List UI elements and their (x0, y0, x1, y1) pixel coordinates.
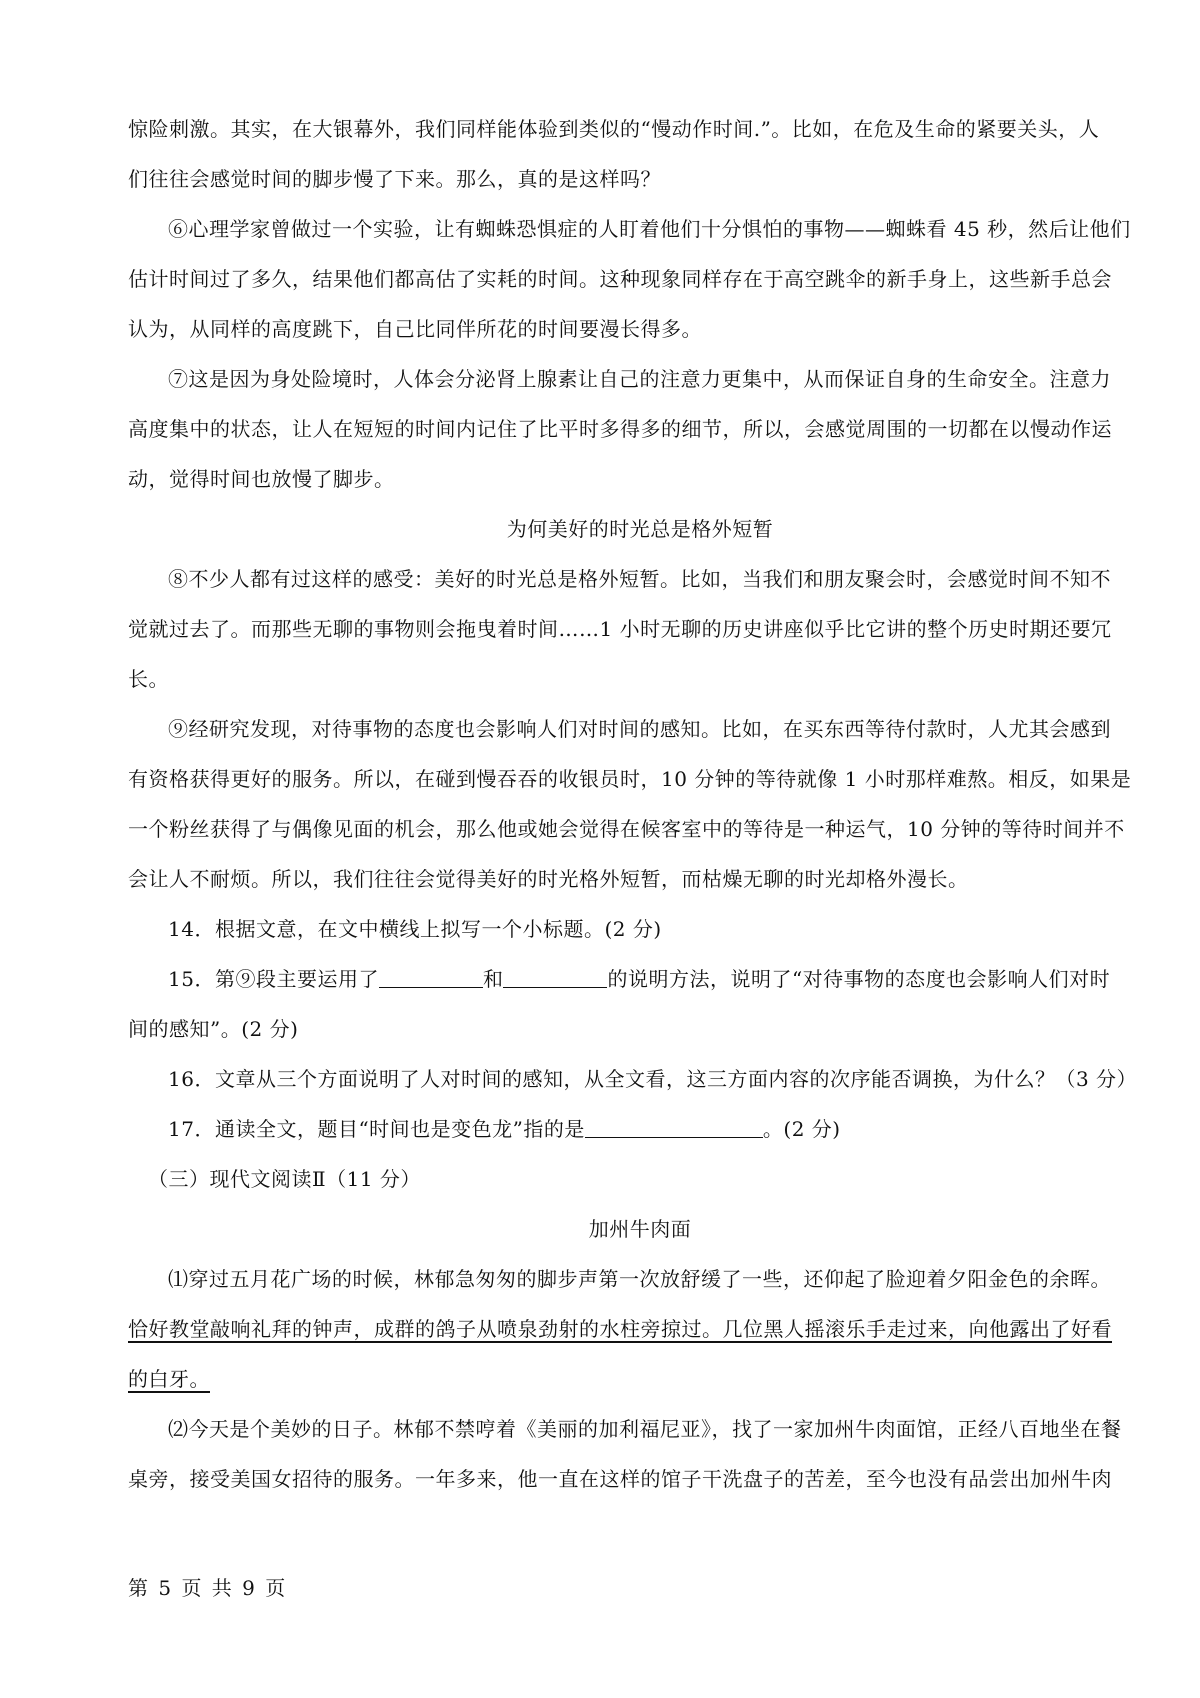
answer-blank-1[interactable] (379, 967, 483, 988)
question-16: 16．文章从三个方面说明了人对时间的感知，从全文看，这三方面内容的次序能否调换，为什么？（3 分） (168, 1067, 1138, 1091)
question-15-cont: 间的感知”。(2 分) (128, 1017, 299, 1041)
paragraph-8-cont: 长。 (128, 667, 169, 691)
paragraph-8-cont: 觉就过去了。而那些无聊的事物则会拖曳着时间……1 小时无聊的历史讲座似乎比它讲的整个历史时期还要冗 (128, 617, 1112, 641)
document-page (128, 104, 1152, 1504)
question-15-part-3: 的说明方法，说明了“对待事物的态度也会影响人们对时 (607, 967, 1111, 991)
paragraph-9: ⑨经研究发现，对待事物的态度也会影响人们对时间的感知。比如，在买东西等待付款时，人尤其会感到 (168, 717, 1111, 741)
question-17 (128, 1104, 1152, 1154)
article-paragraph-2-cont: 桌旁，接受美国女招待的服务。一年多来，他一直在这样的馆子干洗盘子的苦差，至今也没有品尝出加州牛肉 (128, 1467, 1112, 1491)
section-heading-reading-2: （三）现代文阅读Ⅱ（11 分） (148, 1167, 421, 1191)
question-14: 14．根据文意，在文中横线上拟写一个小标题。(2 分) (168, 917, 662, 941)
paragraph-9-cont: 一个粉丝获得了与偶像见面的机会，那么他或她会觉得在候客室中的等待是一种运气，10 分钟的等待时间并不 (128, 817, 1125, 841)
paragraph-6: ⑥心理学家曾做过一个实验，让有蜘蛛恐惧症的人盯着他们十分惧怕的事物——蜘蛛看 45 秒，然后让他们 (168, 217, 1131, 241)
question-15 (128, 954, 1152, 1004)
paragraph-5-end-cont: 们往往会感觉时间的脚步慢了下来。那么，真的是这样吗？ (128, 167, 661, 191)
paragraph-6-cont: 认为，从同样的高度跳下，自己比同伴所花的时间要漫长得多。 (128, 317, 702, 341)
underlined-text: 的白牙。 (128, 1367, 210, 1391)
article-title: 加州牛肉面 (588, 1217, 692, 1241)
answer-blank-2[interactable] (503, 967, 607, 988)
paragraph-7-cont: 动，觉得时间也放慢了脚步。 (128, 467, 395, 491)
page-footer: 第 5 页 共 9 页 (128, 1576, 288, 1600)
section-subheading: 为何美好的时光总是格外短暂 (506, 517, 774, 541)
question-17-part-2: 。(2 分) (762, 1117, 841, 1141)
paragraph-5-end: 惊险刺激。其实，在大银幕外，我们同样能体验到类似的“慢动作时间.”。比如，在危及生命的紧要关头，人 (128, 117, 1100, 141)
paragraph-7-cont: 高度集中的状态，让人在短短的时间内记住了比平时多得多的细节，所以，会感觉周围的一切都在以慢动作运 (128, 417, 1112, 441)
paragraph-7: ⑦这是因为身处险境时，人体会分泌肾上腺素让自己的注意力更集中，从而保证自身的生命安全。注意力 (168, 367, 1111, 391)
question-17-part-1: 17．通读全文，题目“时间也是变色龙”指的是 (168, 1117, 585, 1141)
article-paragraph-1: ⑴穿过五月花广场的时候，林郁急匆匆的脚步声第一次放舒缓了一些，还仰起了脸迎着夕阳金色的余晖。 (168, 1267, 1111, 1291)
article-paragraph-1-underlined: 恰好教堂敲响礼拜的钟声，成群的鸽子从喷泉劲射的水柱旁掠过。几位黑人摇滚乐手走过来，向他露出了好看 (128, 1317, 1112, 1341)
paragraph-9-cont: 会让人不耐烦。所以，我们往往会觉得美好的时光格外短暂，而枯燥无聊的时光却格外漫长。 (128, 867, 969, 891)
article-paragraph-1-underlined-end (128, 1354, 1152, 1404)
answer-blank-3[interactable] (585, 1117, 763, 1138)
paragraph-9-cont: 有资格获得更好的服务。所以，在碰到慢吞吞的收银员时，10 分钟的等待就像 1 小时那样难熬。相反，如果是 (128, 767, 1132, 791)
question-15-part-1: 15．第⑨段主要运用了 (168, 967, 379, 991)
article-paragraph-2: ⑵今天是个美妙的日子。林郁不禁哼着《美丽的加利福尼亚》，找了一家加州牛肉面馆，正经八百地坐在餐 (168, 1417, 1122, 1441)
paragraph-8: ⑧不少人都有过这样的感受：美好的时光总是格外短暂。比如，当我们和朋友聚会时，会感觉时间不知不 (168, 567, 1111, 591)
question-15-part-2: 和 (482, 967, 504, 991)
paragraph-6-cont: 估计时间过了多久，结果他们都高估了实耗的时间。这种现象同样存在于高空跳伞的新手身上，这些新手总会 (128, 267, 1112, 291)
